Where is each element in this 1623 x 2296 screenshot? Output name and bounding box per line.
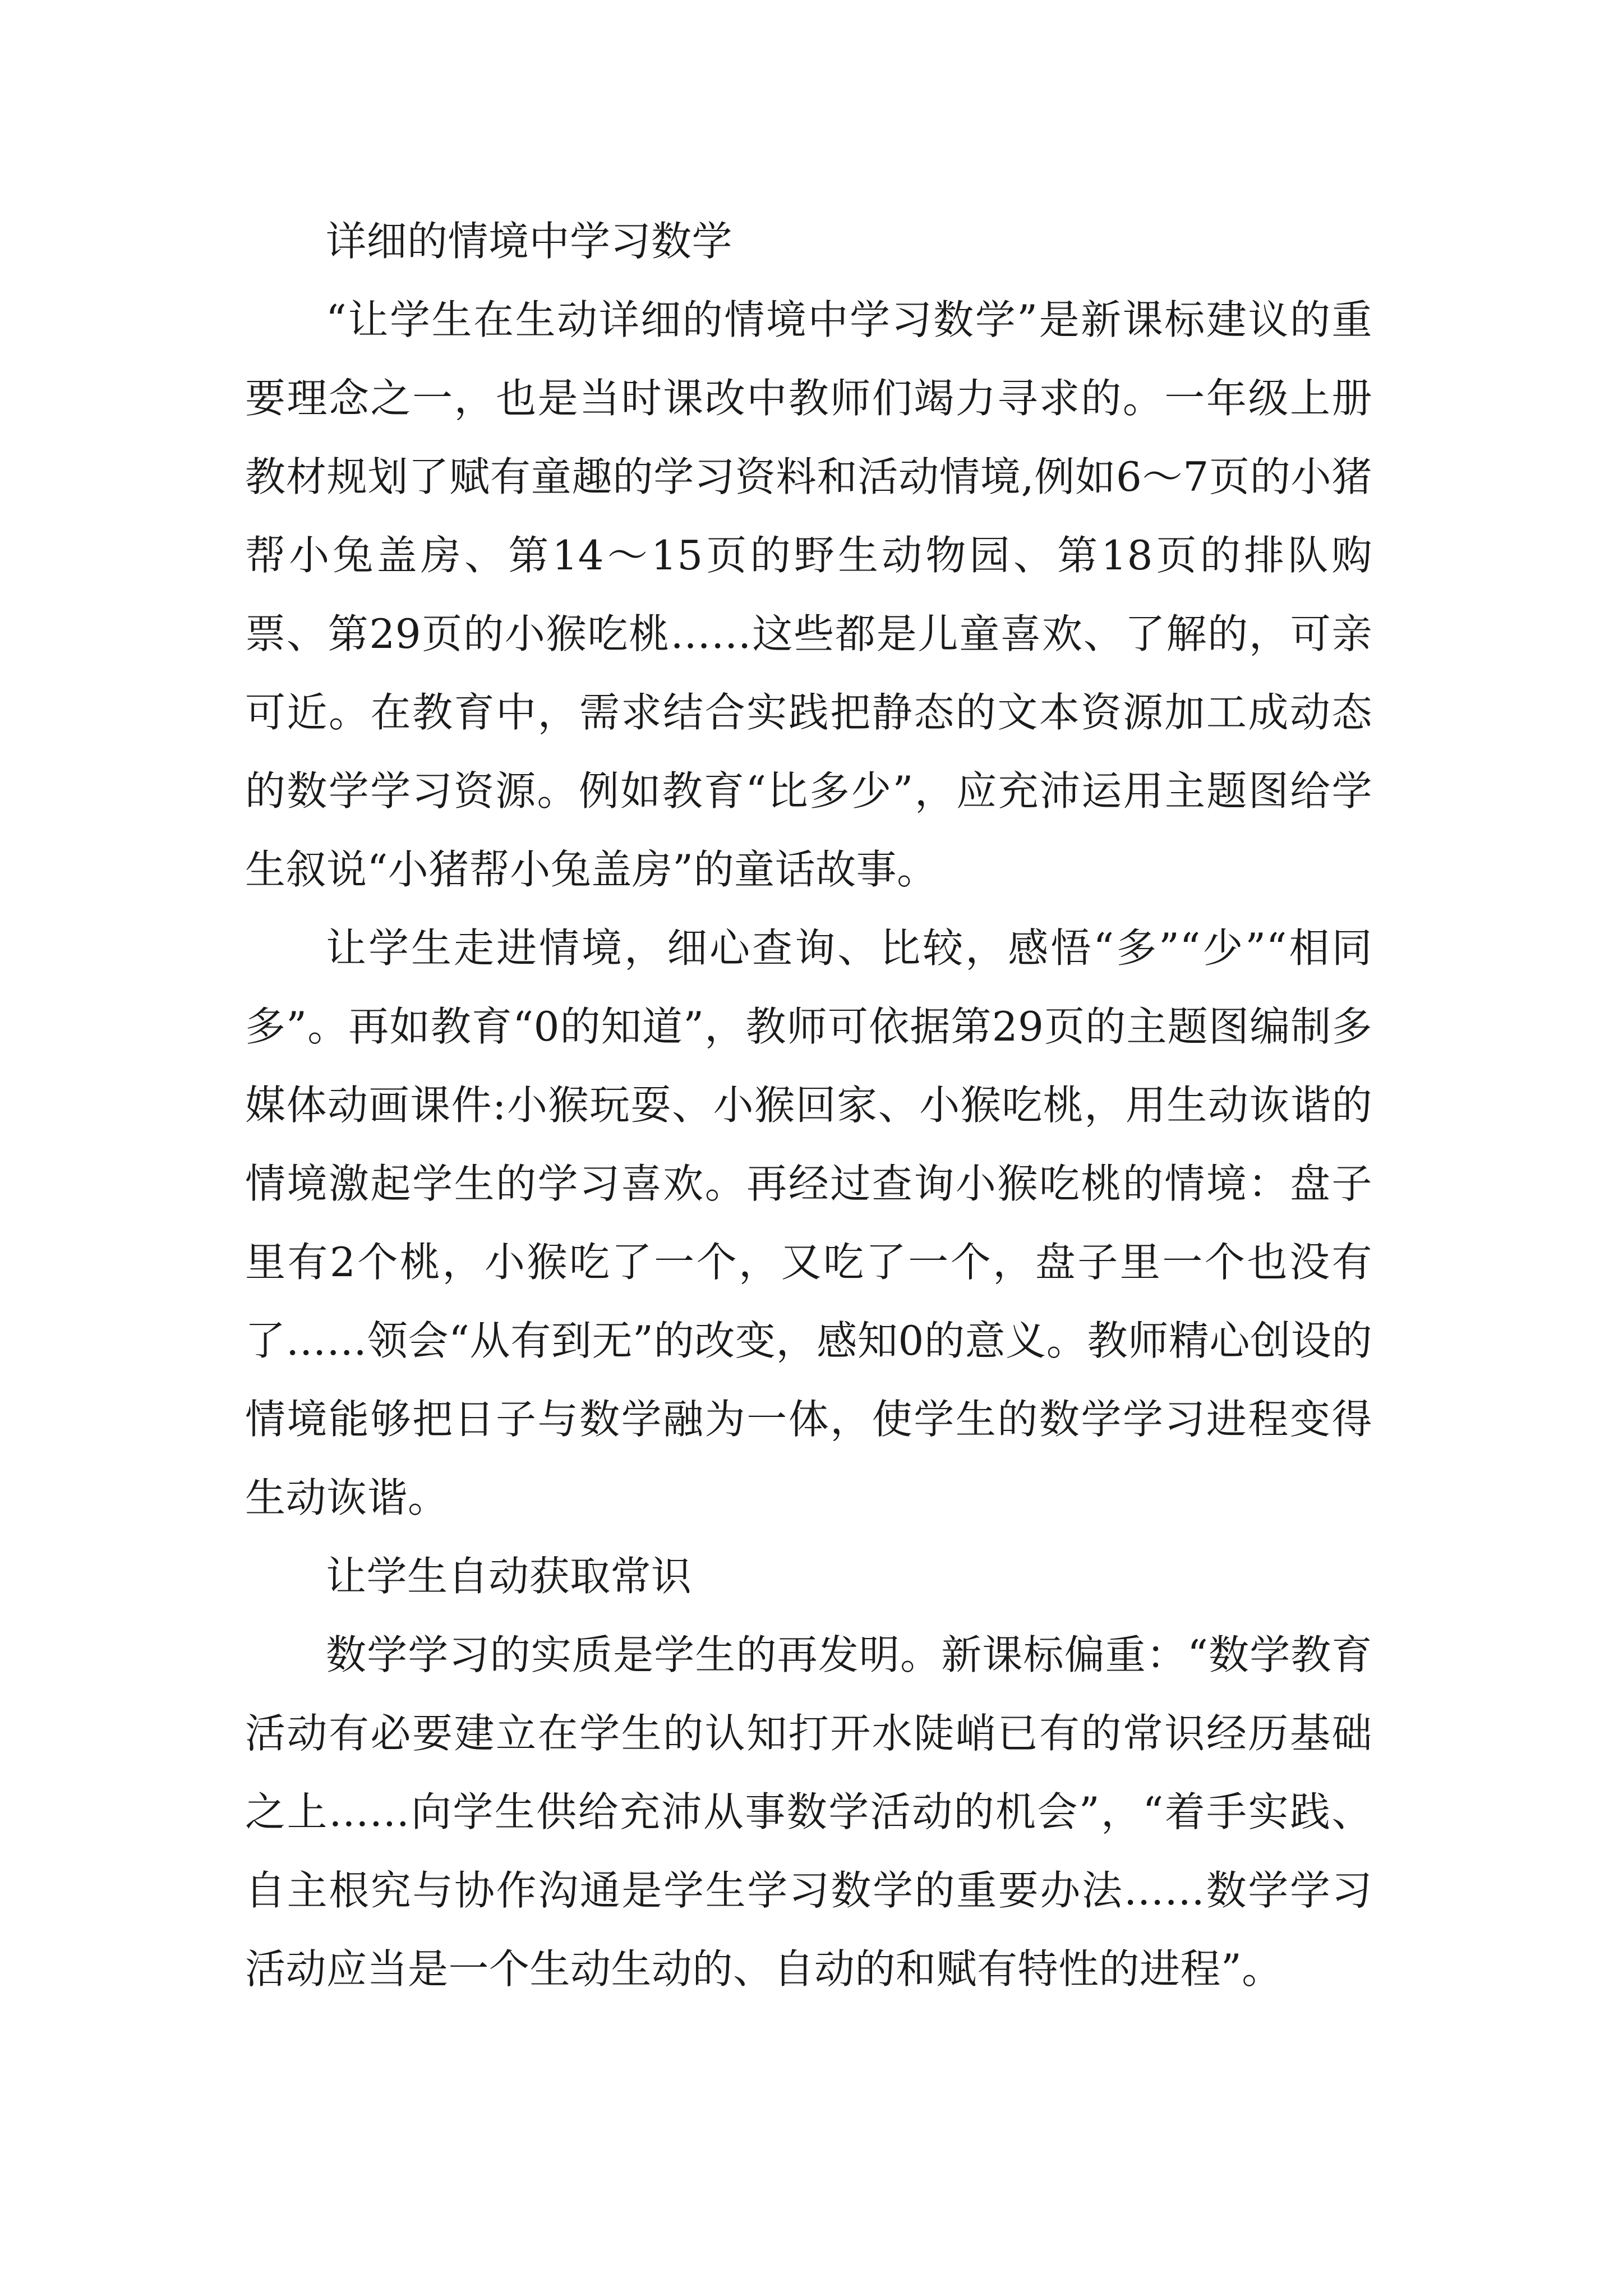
paragraph-1: “让学生在生动详细的情境中学习数学”是新课标建议的重要理念之一，也是当时课改中教师们竭力寻求的。一年级上册教材规划了赋有童趣的学习资料和活动情境,例如6～7页的小猪帮小兔盖房、第14～15页的野生动物园、第18页的排队购票、第29页的小猴吃桃……这些都是儿童喜欢、了解的，可亲可近。在教育中，需求结合实践把静态的文本资源加工成动态的数学学习资源。例如教育“比多少”，应充沛运用主题图给学生叙说“小猪帮小兔盖房”的童话故事。: [245, 296, 1372, 893]
paragraph-3: 数学学习的实质是学生的再发明。新课标偏重：“数学教育活动有必要建立在学生的认知打开水陡峭已有的常识经历基础之上……向学生供给充沛从事数学活动的机会”，“着手实践、自主根究与协作沟通是学生学习数学的重要办法……数学学习活动应当是一个生动生动的、自动的和赋有特性的进程”。: [245, 1631, 1372, 1993]
section-heading-2: 让学生自动获取常识: [326, 1553, 692, 1600]
document-body: [245, 202, 1372, 2008]
paragraph-2: 让学生走进情境，细心查询、比较，感悟“多”“少”“相同多”。再如教育“0的知道”，教师可依据第29页的主题图编制多媒体动画课件:小猴玩耍、小猴回家、小猴吃桃，用生动诙谐的情境激起学生的学习喜欢。再经过查询小猴吃桃的情境：盘子里有2个桃，小猴吃了一个，又吃了一个，盘子里一个也没有了……领会“从有到无”的改变，感知0的意义。教师精心创设的情境能够把日子与数学融为一体，使学生的数学学习进程变得生动诙谐。: [245, 924, 1372, 1521]
section-heading-1: 详细的情境中学习数学: [326, 218, 733, 265]
